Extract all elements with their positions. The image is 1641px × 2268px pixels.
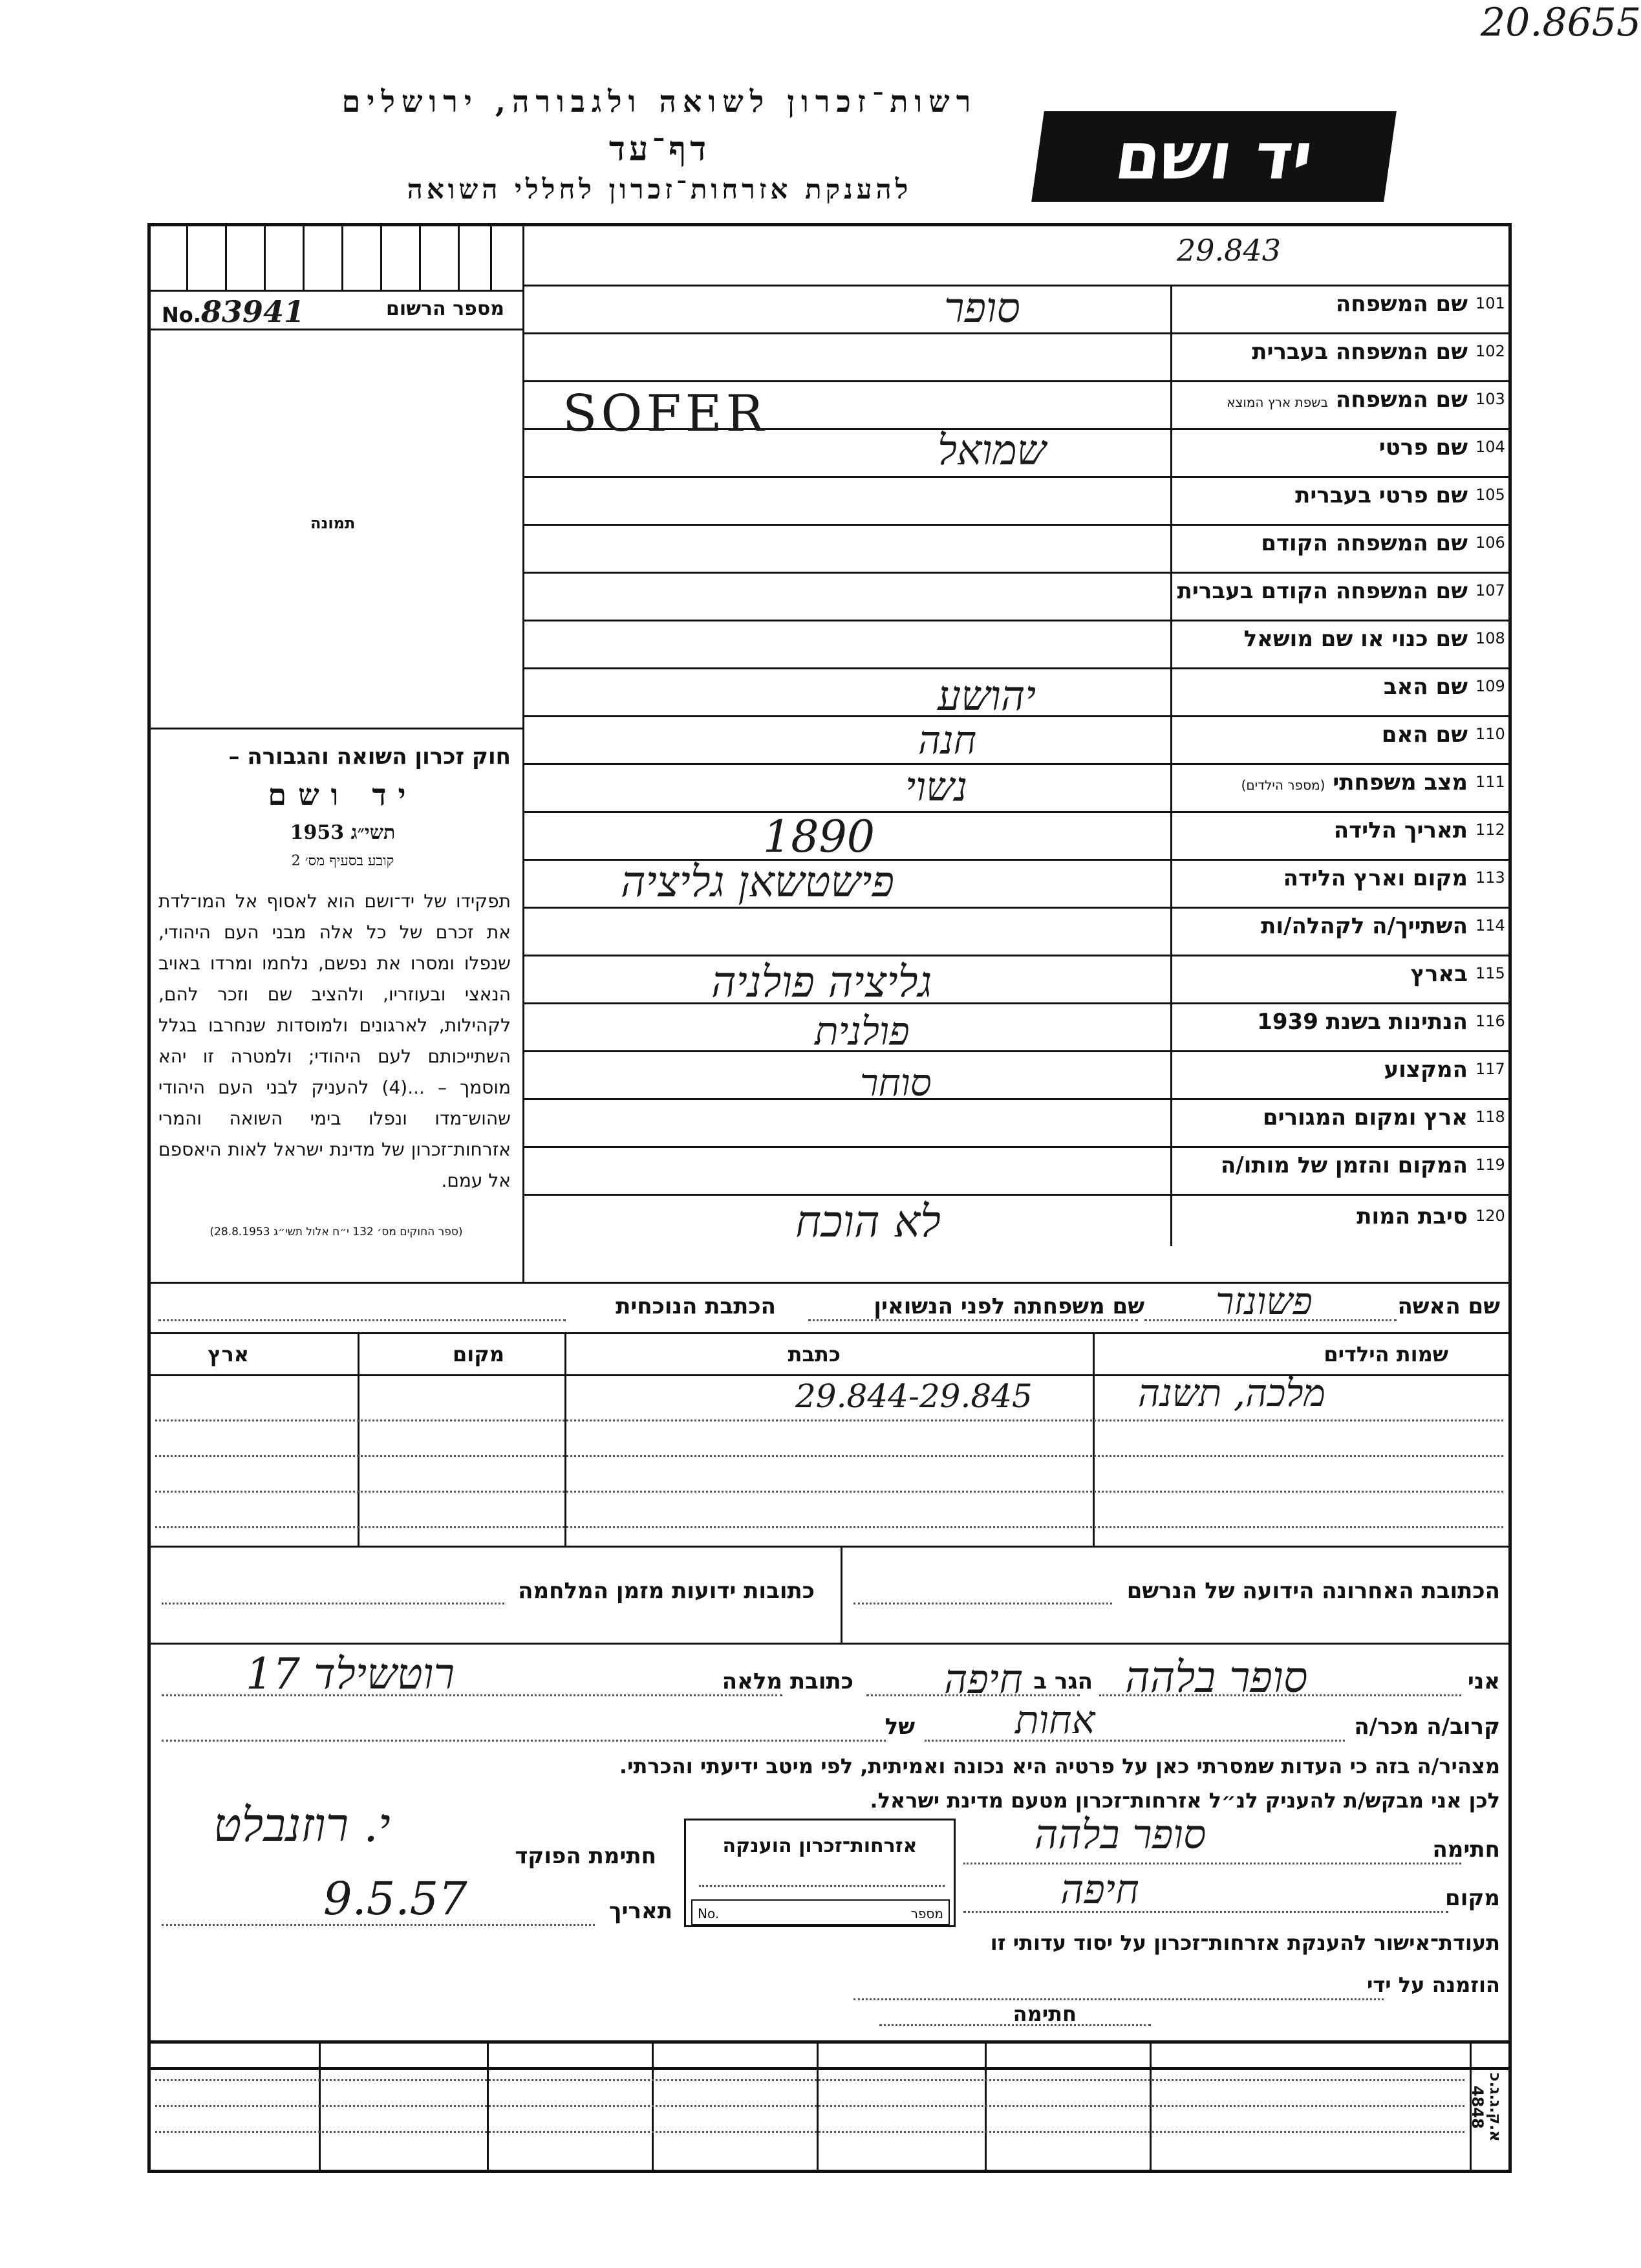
- declaration-statement1: מצהיר/ה בזה כי העדות שמסרתי כאן על פרטיה היא נכונה ואמיתית, לפי מיטב ידיעתי והכרתי.: [619, 1754, 1500, 1778]
- declaration-ani-value: סופר בלהה: [1125, 1652, 1308, 1702]
- side-code: א.ק.ג.ג.כ 4848: [1468, 2072, 1505, 2142]
- field-101-value: סופר: [944, 285, 1020, 332]
- wartime-addresses-label: כתובות ידועות מזמן המלחמה: [518, 1578, 815, 1604]
- field-107-num: 107: [1475, 581, 1505, 599]
- field-107-label: שם המשפחה הקודם בעברית: [1177, 578, 1468, 604]
- certificate-no-label: No.: [698, 1906, 720, 1921]
- law-year: תשי״ג 1953: [290, 821, 396, 844]
- children-row-address: 29.844-29.845: [795, 1377, 1033, 1415]
- field-120-num: 120: [1475, 1207, 1505, 1225]
- field-116-value: פולנית: [815, 1009, 910, 1054]
- header-line1: רשות־זכרון לשואה ולגבורה, ירושלים: [341, 84, 978, 119]
- law-footnote: (ספר החוקים מס׳ 132 י״ח אלול תשי״ג 28.8.1953): [209, 1226, 463, 1238]
- field-111-num: 111: [1475, 773, 1505, 791]
- field-113-value: פישטשאן גליציה: [621, 857, 895, 907]
- field-104-label: שם פרטי: [1378, 435, 1468, 460]
- wife-address-label: הכתבת הנוכחית: [616, 1293, 776, 1319]
- declaration-of-label: של: [885, 1714, 915, 1740]
- field-110-label: שם האם: [1381, 722, 1468, 748]
- field-117-value: סוחר: [860, 1061, 932, 1105]
- field-118-num: 118: [1475, 1108, 1505, 1126]
- field-112-label: תאריך הלידה: [1333, 817, 1468, 843]
- declaration-signature-label: חתימה: [1432, 1837, 1500, 1863]
- officer-signature-label: חתימת הפוקד: [515, 1843, 656, 1869]
- children-col-names: שמות הילדים: [1324, 1342, 1448, 1366]
- field-109-label: שם האב: [1383, 674, 1468, 700]
- field-113-label: מקום וארץ הלידה: [1283, 865, 1468, 891]
- declaration-relation-value: אחות: [1015, 1698, 1095, 1743]
- field-111-label: [1241, 770, 1468, 795]
- field-102-label: שם המשפחה בעברית: [1252, 339, 1468, 365]
- field-119-num: 119: [1475, 1156, 1505, 1174]
- field-119-label: המקום והזמן של מותו/ה: [1220, 1152, 1468, 1178]
- declaration-resides-label: הגר ב: [1033, 1669, 1093, 1694]
- yad-vashem-logo: [1031, 111, 1397, 202]
- declaration-relation-label: קרוב/ה מכר/ה: [1354, 1714, 1500, 1740]
- certificate-no-row: [691, 1899, 950, 1925]
- field-116-label: הנתינות בשנת 1939: [1257, 1009, 1468, 1035]
- field-104-num: 104: [1475, 438, 1505, 456]
- wife-maiden-label: שם משפחתה לפני הנשואין: [874, 1293, 1144, 1319]
- approval-line: תעודת־אישור להענקת אזרחות־זכרון על יסוד עדותי זו: [990, 1930, 1500, 1955]
- field-109-num: 109: [1475, 677, 1505, 695]
- field-117-num: 117: [1475, 1060, 1505, 1078]
- field-102-num: 102: [1475, 342, 1505, 360]
- logo-text: יד ושם: [1110, 118, 1318, 194]
- registration-label: מספר הרשום: [386, 297, 504, 320]
- field-111-value: נשוי: [905, 763, 968, 810]
- registration-value: 83941: [200, 294, 305, 329]
- certificate-box: [684, 1819, 956, 1927]
- field-115-label: בארץ: [1410, 961, 1468, 987]
- header-line2: דף־עד: [608, 129, 711, 169]
- certificate-box-title: אזרחות־זכרון הוענקה: [722, 1835, 917, 1857]
- declaration-statement2: לכן אני מבקש/ת להעניק לנ״ל אזרחות־זכרון מטעם מדינת ישראל.: [870, 1788, 1500, 1813]
- field-116-num: 116: [1475, 1012, 1505, 1030]
- children-col-address: כתבת: [788, 1342, 841, 1366]
- declaration-signature-value: סופר בלהה: [1035, 1811, 1207, 1858]
- field-117-label: המקצוע: [1384, 1057, 1468, 1083]
- wife-value: פשונזר: [1216, 1279, 1313, 1323]
- officer-signature-value: י. רוזנבלט: [213, 1798, 391, 1852]
- field-105-num: 105: [1475, 486, 1505, 504]
- ordered-by-label: הוזמנה על ידי: [1366, 1972, 1500, 1997]
- field-114-num: 114: [1475, 916, 1505, 934]
- field-115-num: 115: [1475, 964, 1505, 982]
- field-108-label: שם כנוי או שם מושאל: [1243, 626, 1468, 652]
- children-col-country: ארץ: [208, 1342, 249, 1366]
- field-103-label-small: בשפת ארץ המוצא: [1227, 394, 1329, 410]
- field-101-num: 101: [1475, 294, 1505, 312]
- law-section: קובע בסעיף מס׳ 2: [291, 853, 394, 869]
- declaration-resides-value: חיפה: [944, 1656, 1023, 1703]
- field-103-label: [1227, 387, 1468, 413]
- field-111-label-small: (מספר הילדים): [1241, 777, 1325, 793]
- field-101-label: שם המשפחה: [1335, 291, 1468, 317]
- declaration-place-value: חיפה: [1060, 1866, 1139, 1913]
- field-103-label-main: שם המשפחה: [1335, 387, 1468, 413]
- field-109-value: יהושע: [938, 673, 1036, 720]
- declaration-address-label: כתובת מלאה: [722, 1669, 853, 1694]
- field-120-value: לא הוכח: [795, 1196, 941, 1247]
- final-signature-label: חתימה: [1013, 2002, 1077, 2026]
- field-112-value: 1890: [763, 812, 875, 863]
- field-106-label: שם המשפחה הקודם: [1261, 530, 1468, 556]
- field-110-value: חנה: [918, 718, 977, 763]
- field-113-num: 113: [1475, 869, 1505, 887]
- field-106-num: 106: [1475, 534, 1505, 552]
- corner-number: 20.8655: [1481, 0, 1641, 45]
- children-row-names: מלכה, תשנה: [1138, 1371, 1325, 1415]
- field-110-num: 110: [1475, 725, 1505, 743]
- field-112-num: 112: [1475, 821, 1505, 839]
- field-111-label-main: מצב משפחתי: [1333, 770, 1468, 795]
- certificate-number-label: מספר: [910, 1906, 943, 1921]
- field-105-label: שם פרטי בעברית: [1295, 482, 1468, 508]
- registration-no: [162, 294, 305, 329]
- law-body: תפקידו של יד־ושם הוא לאסוף אל המו־לדת את זכרם של כל אלה מבני העם היהודי, שנפלו ומסרו את נפשם, נלחמו ומרדו באויב הנאצי ובעוזריו, ולהציב שם וזכר להם, לקהילות, לארגונים ולמוסדות שנחרבו בגלל השתייכותם לעם היהודי; ולמטרה זו יהא מוסמך – ...(4) להעניק לבני העם היהודי שהוש־מדו ונפלו בימי השואה והמרי אזרחות־זכרון של מדינת ישראל לאות היאספם אל עמם.: [158, 891, 511, 1191]
- field-118-label: ארץ ומקום המגורים: [1262, 1105, 1468, 1130]
- field-114-label: השתייך/ה לקהלה/ות: [1261, 913, 1468, 939]
- field-103-num: 103: [1475, 390, 1505, 408]
- law-name: יד ושם: [268, 777, 418, 812]
- registration-prefix: No.: [162, 303, 201, 327]
- law-title: חוק זכרון השואה והגבורה –: [228, 744, 511, 770]
- officer-date-label: תאריך: [608, 1898, 672, 1924]
- declaration-ani-label: אני: [1467, 1669, 1500, 1694]
- declaration-address-value: רוטשילד 17: [246, 1649, 455, 1699]
- last-known-address-label: הכתובת האחרונה הידועה של הנרשם: [1126, 1578, 1500, 1604]
- photo-label: תמונה: [310, 514, 356, 532]
- field-103-value: SOFER: [563, 385, 768, 443]
- children-col-place: מקום: [453, 1342, 504, 1366]
- field-120-label: סיבת המות: [1357, 1204, 1468, 1229]
- field-108-num: 108: [1475, 629, 1505, 647]
- field-115-value: גליציה פולניה: [711, 957, 932, 1007]
- top-number: 29.843: [1177, 233, 1281, 268]
- wife-label: שם האשה: [1397, 1293, 1500, 1319]
- officer-date-value: 9.5.57: [323, 1872, 467, 1925]
- field-104-value: שמואל: [938, 427, 1046, 475]
- header-line3: להענקת אזרחות־זכרון לחללי השואה: [407, 173, 912, 205]
- declaration-place-label: מקום: [1445, 1885, 1500, 1911]
